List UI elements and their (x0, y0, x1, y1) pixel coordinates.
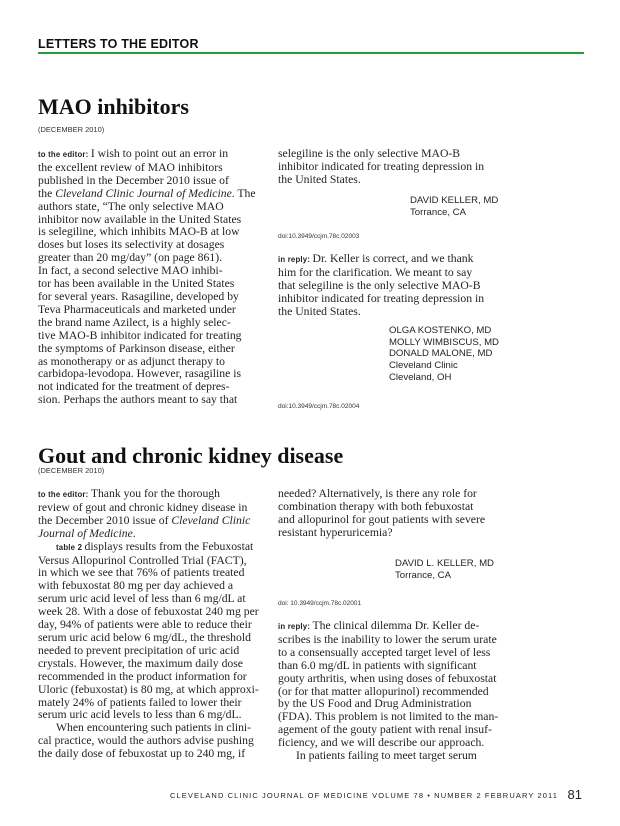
text-line (38, 488, 262, 502)
signature-line: Torrance, CA (410, 206, 466, 218)
line-text: him for the clarification. We meant to say (278, 265, 473, 279)
line-text: greater than 20 mg/day” (on page 861). (38, 251, 223, 265)
section-label: LETTERS TO THE EDITOR (38, 37, 199, 51)
line-text: ficiency, and we will describe our approach. (278, 736, 485, 750)
line-text: I wish to point out an error in (90, 147, 229, 160)
article-title-mao: MAO inhibitors (38, 94, 189, 119)
line-text: sion. Perhaps the authors meant to say that (38, 393, 238, 407)
line-text: mately 24% of patients failed to lower their (38, 695, 242, 709)
line-text: with febuxostat 80 mg per day achieved a (38, 579, 234, 593)
signature-line: Torrance, CA (395, 569, 451, 581)
section-rule (38, 52, 584, 54)
line-text: serum uric acid below 6 mg/dL, the threshold (38, 630, 251, 644)
text-line (278, 750, 502, 763)
letter-mao-right-column (278, 148, 502, 187)
line-text: that selegiline is the only selective MAO-B (278, 278, 481, 292)
page-footer (0, 788, 620, 804)
signature-line: Cleveland, OH (389, 371, 452, 383)
line-text: to a consensually accepted target level of less (278, 645, 491, 659)
line-text: the excellent review of MAO inhibitors (38, 160, 223, 174)
line-text: Uloric (febuxostat) is 80 mg, at which approxi- (38, 682, 259, 696)
line-text: agement of the gouty patient with renal insuf- (278, 723, 492, 737)
line-text: in which we see that 76% of patients treated (38, 566, 245, 580)
line-text: Journal of Medicine. (38, 526, 136, 540)
line-text: review of gout and chronic kidney disease in (38, 500, 248, 514)
signature-david-keller (410, 195, 498, 218)
line-text: for several years. Rasagiline, developed by (38, 289, 239, 303)
line-text: than 6.0 mg/dL in patients with significant (278, 658, 477, 672)
line-text: the daily dose of febuxostat up to 240 mg, if (38, 747, 246, 761)
signature-line: Cleveland Clinic (389, 360, 458, 372)
line-text: published in the December 2010 issue of (38, 173, 229, 187)
text-line: needed? Alternatively, is there any role for (278, 487, 477, 500)
letter-gout-right-column (278, 488, 502, 540)
text-line: selegiline is the only selective MAO-B (278, 147, 461, 160)
text-line (278, 306, 502, 319)
text-line (278, 253, 502, 267)
footer-journal-info: CLEVELAND CLINIC JOURNAL OF MEDICINE VOLUME 78 • NUMBER 2 FEBRUARY 2011 (169, 791, 558, 800)
text-line: the United States. (278, 172, 361, 186)
line-text: as monotherapy or as adjunct therapy to (38, 354, 225, 368)
line-text: doses but loses its selectivity at dosages (38, 238, 225, 252)
line-text: recommended in the product information for (38, 669, 247, 683)
line-text: day, 94% of patients were able to reduce their (38, 618, 252, 632)
signature-line: MOLLY WIMBISCUS, MD (389, 336, 499, 348)
signature-david-l-keller (395, 558, 494, 581)
signature-line: OLGA KOSTENKO, MD (389, 325, 492, 336)
text-line: and allopurinol for gout patients with severe (278, 512, 486, 526)
line-text: In patients failing to meet target serum (296, 749, 477, 763)
text-line: inhibitor indicated for treating depression in (278, 159, 485, 173)
article-title-gout: Gout and chronic kidney disease (38, 443, 344, 468)
lead-in: to the editor: (38, 490, 91, 499)
line-text: serum uric acid level of less than 6 mg/dL at (38, 592, 246, 606)
lead-in: in reply: (278, 255, 313, 264)
line-text: is selegiline, which inhibits MAO-B at low (38, 225, 240, 239)
line-text: Dr. Keller is correct, and we thank (312, 252, 474, 265)
letter-gout-left-column (38, 488, 262, 761)
line-text: tive MAO-B inhibitor indicated for treating (38, 328, 242, 342)
reply-mao-column (278, 253, 502, 319)
line-text: inhibitor indicated for treating depression in (278, 291, 485, 305)
line-text: week 28. With a dose of febuxostat 240 mg per (38, 605, 259, 619)
line-text: carbidopa-levodopa. However, rasagiline is (38, 367, 242, 381)
line-text: When encountering such patients in clini- (56, 721, 252, 735)
line-text: gouty arthritis, when using doses of febuxostat (278, 671, 497, 685)
doi-mao-reply: doi:10.3949/ccjm.78c.02004 (278, 403, 360, 410)
lead-in: to the editor: (38, 150, 91, 159)
signature-line: DAVID KELLER, MD (410, 195, 499, 206)
text-line (278, 620, 502, 634)
line-text: not indicated for the treatment of depres- (38, 380, 230, 394)
signature-line: DAVID L. KELLER, MD (395, 558, 494, 569)
line-text: needed to prevent precipitation of uric acid (38, 643, 240, 657)
page-number: 81 (567, 787, 582, 802)
line-text: serum uric acid levels to less than 6 mg/dL. (38, 708, 242, 722)
line-text: the Cleveland Clinic Journal of Medicine. The (38, 186, 256, 200)
text-line (38, 748, 262, 761)
letter-mao-left-column (38, 148, 262, 407)
article-date-mao: (DECEMBER 2010) (38, 125, 105, 134)
line-text: the brand name Azilect, is a highly selec- (38, 315, 231, 329)
line-text: Versus Allopurinol Controlled Trial (FACT), (38, 553, 247, 567)
line-text: cal practice, would the authors advise pushing (38, 734, 254, 748)
line-text: tor has been available in the United States (38, 277, 235, 291)
table-reference: table 2 (56, 542, 85, 552)
doi-gout-letter: doi: 10.3949/ccjm.78c.02001 (278, 600, 362, 607)
doi-mao-letter: doi:10.3949/ccjm.78c.02003 (278, 233, 360, 240)
line-text: (or for that matter allopurinol) recommended (278, 684, 489, 698)
line-text: crystals. However, the maximum daily dose (38, 656, 243, 670)
text-line (38, 541, 262, 555)
line-text: the December 2010 issue of Cleveland Clinic (38, 513, 251, 527)
article-date-gout: (DECEMBER 2010) (38, 466, 105, 475)
line-text: scribes is the inability to lower the serum urate (278, 632, 497, 646)
line-text: displays results from the Febuxostat (84, 539, 254, 553)
signature-reply-authors (389, 325, 499, 384)
line-text: The clinical dilemma Dr. Keller de- (312, 619, 480, 632)
line-text: Teva Pharmaceuticals and marketed under (38, 302, 236, 316)
line-text: the United States. (278, 304, 361, 318)
line-text: inhibitor now available in the United States (38, 212, 242, 226)
line-text: authors state, “The only selective MAO (38, 199, 224, 213)
reply-gout-column (278, 620, 502, 763)
line-text: In fact, a second selective MAO inhibi- (38, 264, 223, 278)
line-text: by the US Food and Drug Administration (278, 697, 472, 711)
text-line: resistant hyperuricemia? (278, 525, 393, 539)
line-text: (FDA). This problem is not limited to the man- (278, 710, 499, 724)
text-line: combination therapy with both febuxostat (278, 499, 474, 513)
text-line (38, 394, 262, 407)
line-text: Thank you for the thorough (90, 487, 220, 500)
signature-line: DONALD MALONE, MD (389, 348, 493, 360)
line-text: the symptoms of Parkinson disease, either (38, 341, 235, 355)
lead-in: in reply: (278, 622, 313, 631)
text-line (38, 148, 262, 162)
